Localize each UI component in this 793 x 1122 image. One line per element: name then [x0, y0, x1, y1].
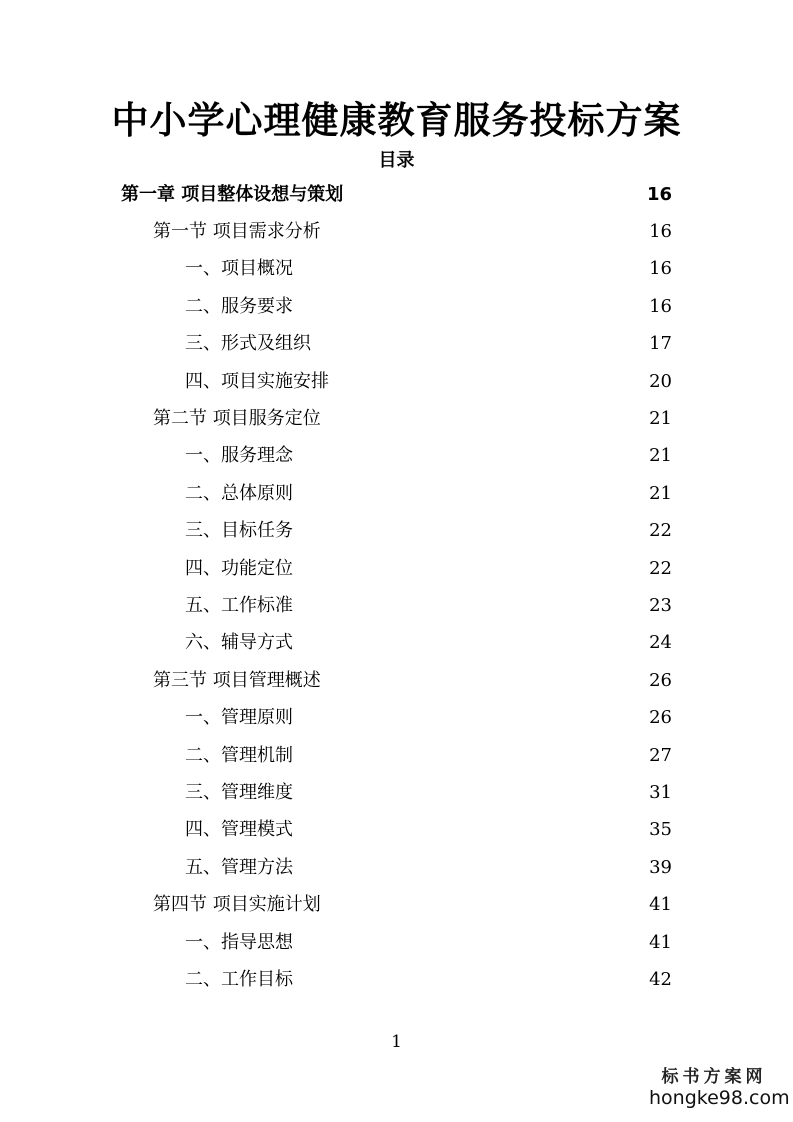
toc-entry-label: 一、项目概况	[185, 258, 293, 280]
toc-entry-label: 第四节 项目实施计划	[153, 894, 321, 916]
toc-entry[interactable]	[0, 774, 793, 811]
toc-entry[interactable]	[0, 886, 793, 923]
toc-dot-leader	[299, 257, 638, 281]
toc-entry-label: 二、工作目标	[185, 968, 293, 990]
toc-dot-leader	[335, 370, 638, 394]
toc-entry[interactable]	[0, 587, 793, 624]
toc-entry[interactable]	[0, 924, 793, 961]
toc-entry-page: 21	[649, 445, 672, 467]
toc-entry-label: 三、管理维度	[185, 781, 293, 803]
toc-entry-label: 第二节 项目服务定位	[153, 408, 321, 430]
toc-dot-leader	[299, 519, 638, 543]
toc-entry-label: 二、管理机制	[185, 744, 293, 766]
toc-dot-leader	[299, 482, 638, 506]
toc-entry[interactable]	[0, 625, 793, 662]
watermark-site-name: 标书方案网	[661, 1067, 767, 1087]
toc-entry[interactable]	[0, 849, 793, 886]
toc-entry-label: 二、总体原则	[185, 482, 293, 504]
toc-dot-leader	[299, 818, 638, 842]
toc-entry-page: 20	[649, 370, 672, 392]
toc-entry[interactable]	[0, 550, 793, 587]
toc-dot-leader	[299, 781, 638, 805]
toc-entry[interactable]	[0, 513, 793, 550]
toc-entry[interactable]	[0, 326, 793, 363]
toc-entry-label: 五、管理方法	[185, 856, 293, 878]
toc-entry-label: 第一节 项目需求分析	[153, 221, 321, 243]
toc-entry[interactable]	[0, 961, 793, 998]
toc-entry-page: 16	[649, 258, 672, 280]
toc-entry-label: 一、管理原则	[185, 707, 293, 729]
toc-entry-label: 一、服务理念	[185, 445, 293, 467]
toc-dot-leader	[299, 594, 638, 618]
toc-entry-page: 42	[649, 968, 672, 990]
toc-entry-label: 第一章 项目整体设想与策划	[121, 183, 344, 205]
toc-dot-leader	[299, 931, 638, 955]
toc-dot-leader	[299, 706, 638, 730]
toc-entry-label: 四、管理模式	[185, 819, 293, 841]
toc-entry[interactable]	[0, 812, 793, 849]
toc-dot-leader	[299, 856, 638, 880]
toc-entry[interactable]	[0, 213, 793, 250]
toc-entry-label: 三、形式及组织	[185, 333, 311, 355]
toc-dot-leader	[299, 295, 638, 319]
toc-dot-leader	[299, 744, 638, 768]
table-of-contents	[0, 176, 793, 999]
toc-entry-page: 24	[649, 632, 672, 654]
toc-entry[interactable]	[0, 699, 793, 736]
toc-dot-leader	[327, 669, 638, 693]
toc-entry-page: 16	[646, 183, 672, 205]
toc-entry[interactable]	[0, 475, 793, 512]
toc-entry-label: 四、项目实施安排	[185, 370, 329, 392]
watermark-url: hongke98.com	[649, 1087, 790, 1109]
toc-dot-leader	[317, 332, 638, 356]
toc-entry-label: 四、功能定位	[185, 557, 293, 579]
toc-entry-label: 五、工作标准	[185, 594, 293, 616]
document-title: 中小学心理健康教育服务投标方案	[111, 99, 682, 142]
toc-entry-page: 17	[649, 333, 672, 355]
toc-entry[interactable]	[0, 176, 793, 213]
toc-entry-page: 26	[649, 707, 672, 729]
toc-entry-page: 21	[649, 482, 672, 504]
toc-entry-page: 31	[649, 781, 672, 803]
toc-entry-label: 六、辅导方式	[185, 632, 293, 654]
toc-entry[interactable]	[0, 438, 793, 475]
toc-dot-leader	[299, 631, 638, 655]
toc-dot-leader	[327, 407, 638, 431]
toc-dot-leader	[299, 444, 638, 468]
toc-entry-page: 35	[649, 819, 672, 841]
toc-entry[interactable]	[0, 251, 793, 288]
toc-entry[interactable]	[0, 400, 793, 437]
toc-dot-leader	[327, 893, 638, 917]
toc-heading: 目录	[378, 150, 415, 171]
toc-entry-page: 16	[649, 295, 672, 317]
toc-entry-page: 16	[649, 221, 672, 243]
toc-dot-leader	[299, 557, 638, 581]
toc-entry-page: 39	[649, 856, 672, 878]
toc-entry-page: 26	[649, 669, 672, 691]
toc-entry-label: 三、目标任务	[185, 520, 293, 542]
toc-entry-page: 22	[649, 520, 672, 542]
toc-entry[interactable]	[0, 662, 793, 699]
toc-entry[interactable]	[0, 363, 793, 400]
toc-entry-label: 一、指导思想	[185, 931, 293, 953]
toc-entry-page: 23	[649, 594, 672, 616]
toc-entry-label: 第三节 项目管理概述	[153, 669, 321, 691]
toc-entry[interactable]	[0, 737, 793, 774]
toc-dot-leader	[299, 968, 638, 992]
toc-dot-leader	[349, 183, 637, 207]
toc-dot-leader	[327, 220, 638, 244]
toc-entry-page: 41	[649, 894, 672, 916]
toc-entry-page: 41	[649, 931, 672, 953]
toc-entry[interactable]	[0, 288, 793, 325]
toc-entry-page: 21	[649, 408, 672, 430]
page-number: 1	[391, 1032, 402, 1052]
watermark-logo	[649, 1067, 790, 1109]
toc-entry-page: 22	[649, 557, 672, 579]
toc-entry-label: 二、服务要求	[185, 295, 293, 317]
toc-entry-page: 27	[649, 744, 672, 766]
